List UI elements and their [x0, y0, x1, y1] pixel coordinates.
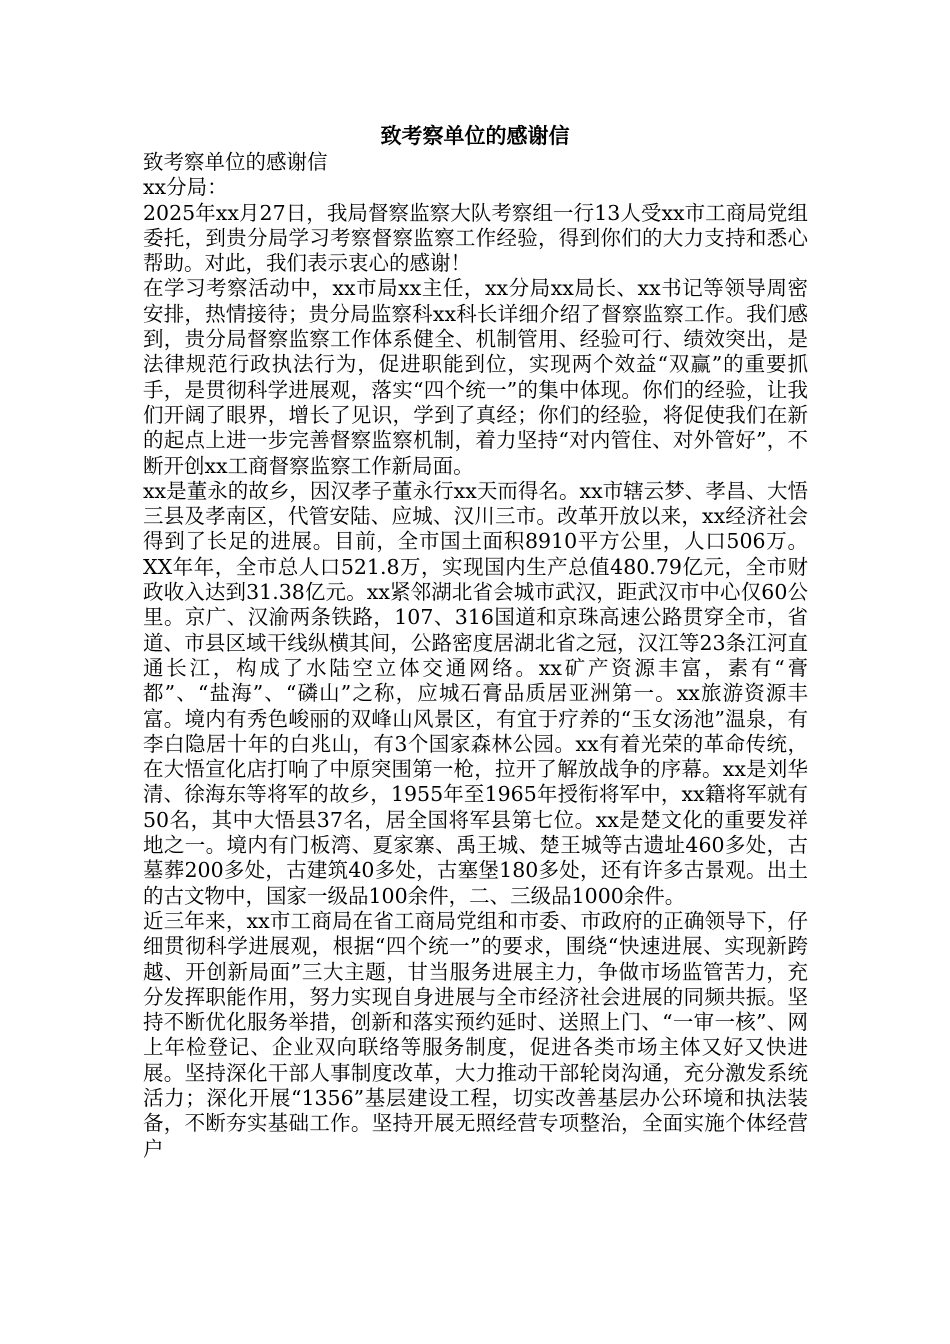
document-body: [143, 150, 808, 1162]
paragraph: 近三年来，xx市工商局在省工商局党组和市委、市政府的正确领导下，仔细贯彻科学进展观，根据“四个统一”的要求，围绕“快速进展、实现新跨越、开创新局面”三大主题，甘当服务进展主力，争做市场监管苦力，充分发挥职能作用，努力实现自身进展与全市经济社会进展的同频共振。坚持不断优化服务举措，创新和落实预约延时、送照上门、“一审一核”、网上年检登记、企业双向联络等服务制度，促进各类市场主体又好又快进展。坚持深化干部人事制度改革，大力推动干部轮岗沟通，充分激发系统活力；深化开展“1356”基层建设工程，切实改善基层办公环境和执法装备，不断夯实基础工作。坚持开展无照经营专项整治，全面实施个体经营户: [143, 908, 808, 1161]
document-title: 致考察单位的感谢信: [380, 123, 570, 148]
paragraph: 在学习考察活动中，xx市局xx主任，xx分局xx局长、xx书记等领导周密安排，热情接待；贵分局监察科xx科长详细介绍了督察监察工作。我们感到，贵分局督察监察工作体系健全、机制管用、经验可行、绩效突出，是法律规范行政执法行为，促进职能到位，实现两个效益“双赢”的重要抓手，是贯彻科学进展观，落实“四个统一”的集中体现。你们的经验，让我们开阔了眼界，增长了见识，学到了真经；你们的经验，将促使我们在新的起点上进一步完善督察监察机制，着力坚持“对内管住、对外管好”，不断开创xx工商督察监察工作新局面。: [143, 276, 808, 478]
letter-heading: 致考察单位的感谢信: [143, 150, 328, 174]
paragraph: xx是董永的故乡，因汉孝子董永行xx天而得名。xx市辖云梦、孝昌、大悟三县及孝南区，代管安陆、应城、汉川三市。改革开放以来，xx经济社会得到了长足的进展。目前，全市国土面积8910平方公里，人口506万。XX年年，全市总人口521.8万，实现国内生产总值480.79亿元，全市财政收入达到31.38亿元。xx紧邻湖北省会城市武汉，距武汉市中心仅60公里。京广、汉渝两条铁路，107、316国道和京珠高速公路贯穿全市，省道、市县区域干线纵横其间，公路密度居湖北省之冠，汉江等23条江河直通长江，构成了水陆空立体交通网络。xx矿产资源丰富，素有“膏都”、“盐海”、“磷山”之称，应城石膏品质居亚洲第一。xx旅游资源丰富。境内有秀色峻丽的双峰山风景区，有宜于疗养的“玉女汤池”温泉，有李白隐居十年的白兆山，有3个国家森林公园。xx有着光荣的革命传统，在大悟宣化店打响了中原突围第一枪，拉开了解放战争的序幕。xx是刘华清、徐海东等将军的故乡，1955年至1965年授衔将军中，xx籍将军就有50名，其中大悟县37名，居全国将军县第七位。xx是楚文化的重要发祥地之一。境内有门板湾、夏家寨、禹王城、楚王城等古遗址460多处，古墓葬200多处，古建筑40多处，古塞堡180多处，还有许多古景观。出土的古文物中，国家一级品100余件，二、三级品1000余件。: [143, 478, 808, 908]
paragraph: 2025年xx月27日，我局督察监察大队考察组一行13人受xx市工商局党组委托，到贵分局学习考察督察监察工作经验，得到你们的大力支持和悉心帮助。对此，我们表示衷心的感谢！: [143, 200, 808, 276]
letter-salutation: xx分局：: [143, 175, 228, 200]
